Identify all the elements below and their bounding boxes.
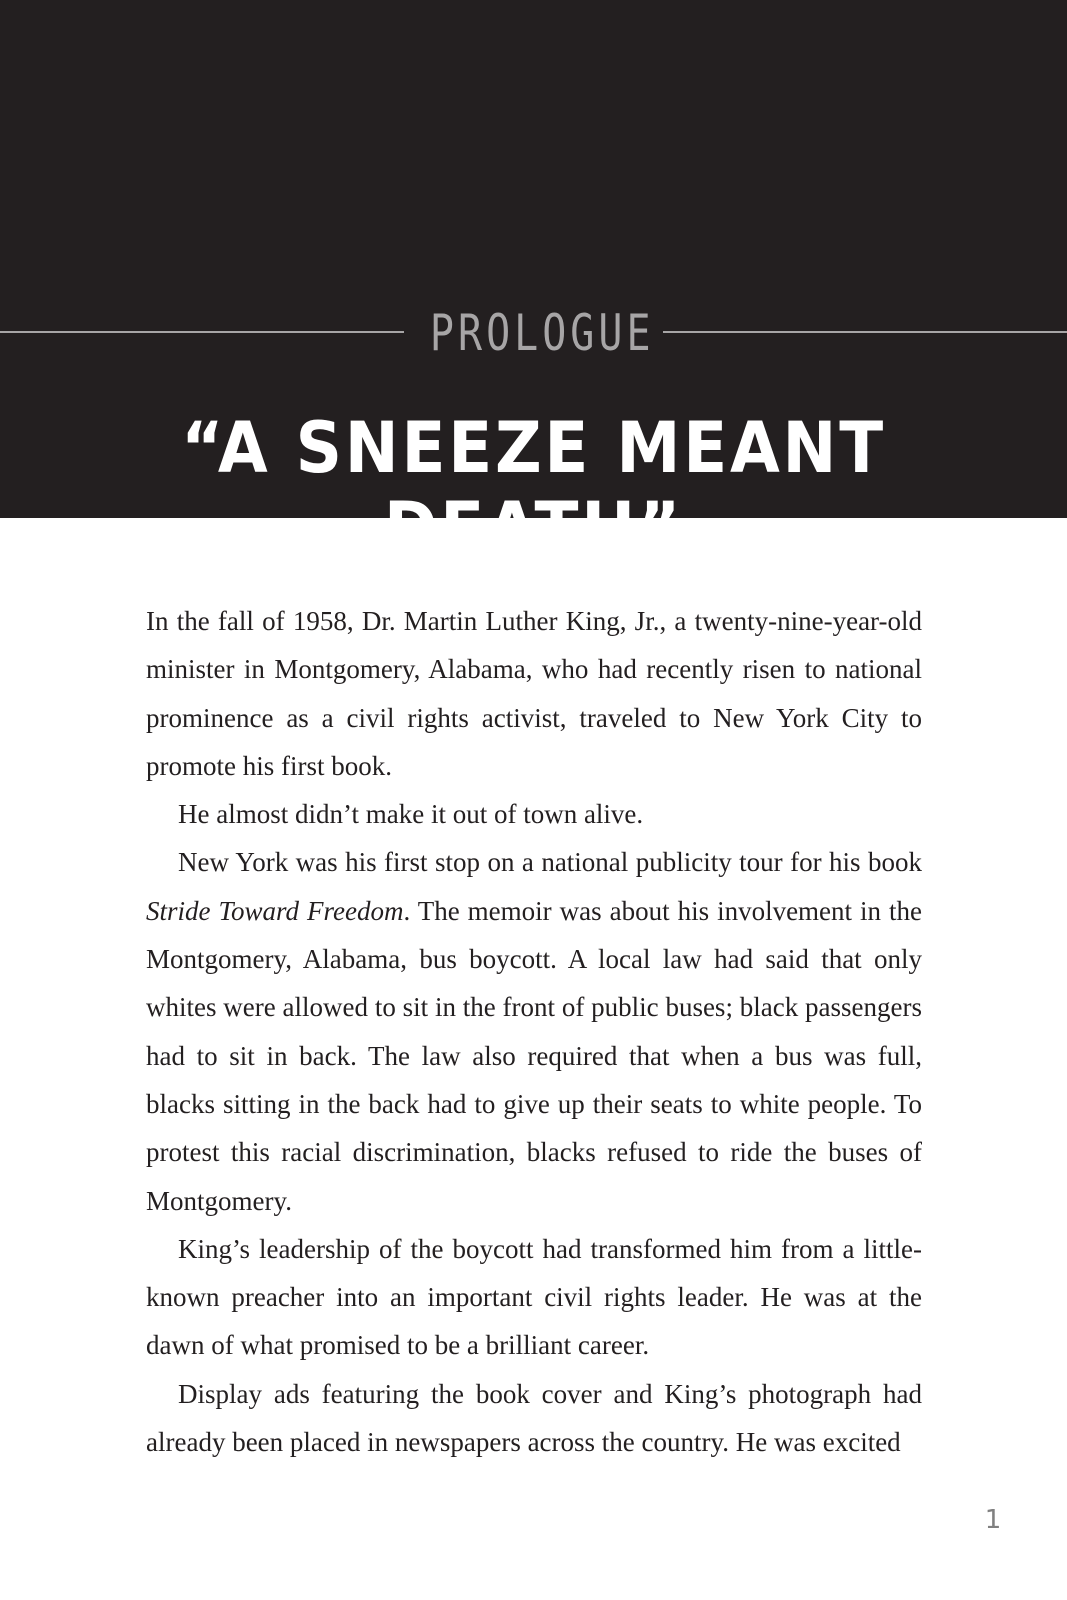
- page-number: 1: [984, 1505, 1002, 1535]
- body-text: [146, 597, 922, 1466]
- header-rule-left: [0, 331, 404, 333]
- book-title: Stride Toward Freedom: [146, 895, 404, 926]
- chapter-label: PROLOGUE: [429, 304, 655, 362]
- paragraph: Display ads featuring the book cover and King’s photograph had already been placed in newspapers across the country. He was excited: [146, 1378, 922, 1458]
- paragraph-text: . The memoir was about his involvement in the Montgomery, Alabama, bus boycott. A local law had said that only whites were allowed to sit in the front of public buses; black passengers had to sit in back. The law also required that when a bus was full, blacks sitting in the back had to give up their seats to white people. To protest this racial discrimination, blacks refused to ride the buses of Montgomery.: [146, 895, 922, 1216]
- paragraph: He almost didn’t make it out of town alive.: [178, 799, 644, 830]
- paragraph: [146, 838, 922, 1224]
- paragraph: King’s leadership of the boycott had transformed him from a little-known preacher into an important civil rights leader. He was at the dawn of what promised to be a brilliant career.: [146, 1233, 922, 1361]
- chapter-header-band: [0, 0, 1067, 569]
- paragraph: In the fall of 1958, Dr. Martin Luther King, Jr., a twenty-nine-year-old minister in Montgomery, Alabama, who had recently risen to national prominence as a civil rights activist, traveled to New York City to promote his first book.: [146, 606, 922, 781]
- chapter-title: “A SNEEZE MEANT DEATH”: [181, 407, 886, 569]
- header-rule-right: [663, 331, 1067, 333]
- paragraph-text: New York was his first stop on a national publicity tour for his book: [178, 847, 922, 878]
